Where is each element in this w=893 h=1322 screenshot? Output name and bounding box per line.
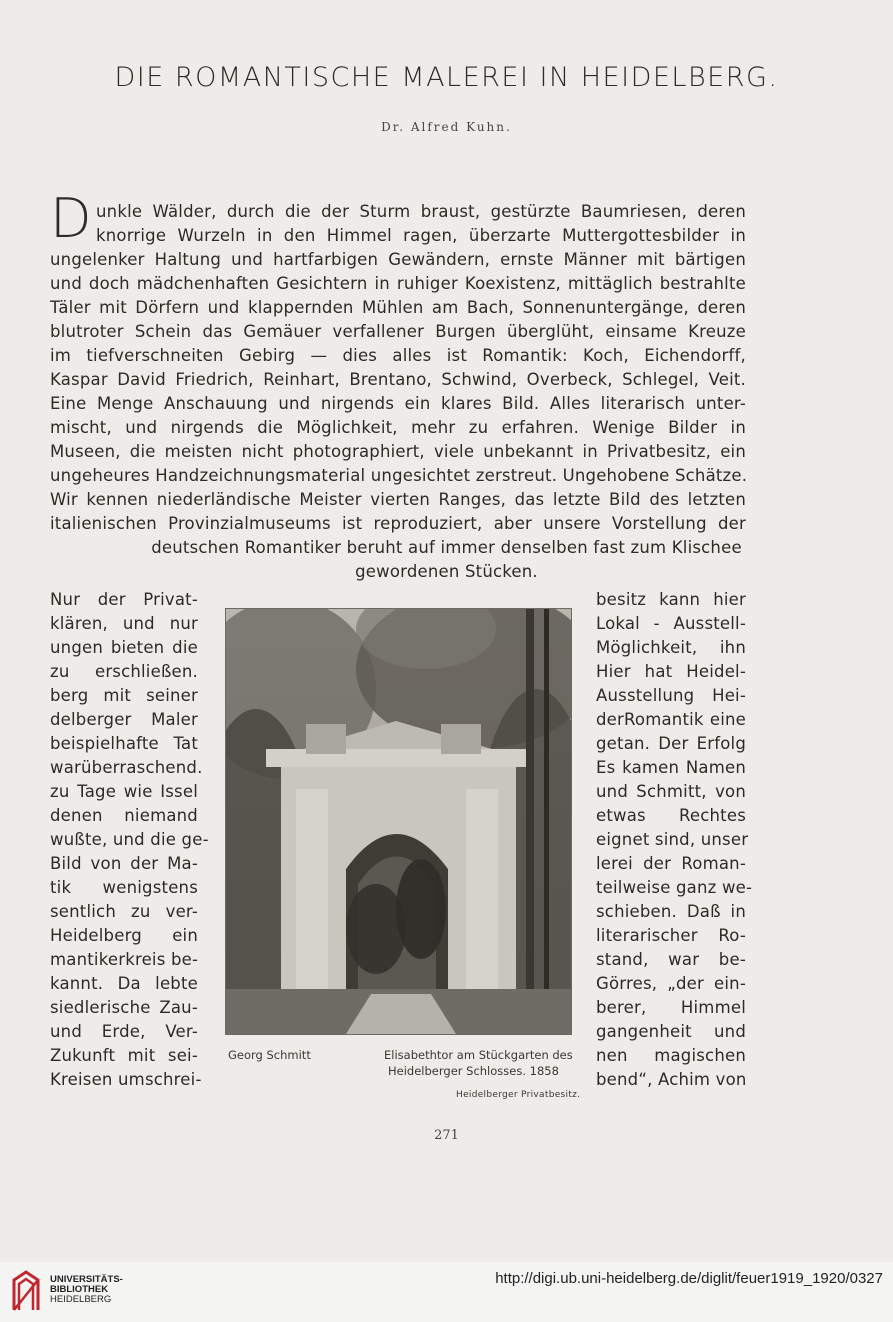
- column-line: beispielhafte Tat: [50, 734, 198, 753]
- column-line: eignet sind, unser: [596, 830, 749, 849]
- column-line: kannt. Da lebte: [50, 974, 198, 993]
- intro-line: italienischen Provinzialmuseums ist reproduziert, aber unsere Vorstellung der: [50, 514, 746, 533]
- library-name-line: BIBLIOTHEK: [50, 1284, 109, 1295]
- intro-line: Kaspar David Friedrich, Reinhart, Brentano, Schwind, Overbeck, Schlegel, Veit.: [50, 370, 746, 389]
- column-line: lerei der Roman-: [596, 854, 746, 873]
- intro-line: Museen, die meisten nicht photographiert, viele unbekannt in Privatbesitz, ein: [50, 442, 746, 461]
- column-line: Es kamen Namen: [596, 758, 746, 777]
- footer-bar: [0, 1262, 893, 1322]
- figure-ownership: Heidelberger Privatbesitz.: [456, 1090, 581, 1100]
- source-url-link[interactable]: http://digi.ub.uni-heidelberg.de/diglit/feuer1919_1920/0327: [495, 1270, 883, 1287]
- drop-cap: D: [50, 187, 92, 250]
- library-name-line: UNIVERSITÄTS-: [50, 1274, 123, 1285]
- column-line: klären, und nur: [50, 614, 198, 633]
- column-line: Heidelberg ein: [50, 926, 198, 945]
- column-line: Hier hat Heidel-: [596, 662, 746, 681]
- intro-line: im tiefverschneiten Gebirg — dies alles ist Romantik: Koch, Eichendorff,: [50, 346, 746, 365]
- column-line: berer, Himmel: [596, 998, 746, 1017]
- intro-line: Wir kennen niederländische Meister vierten Ranges, das letzte Bild des letzten: [50, 490, 746, 509]
- intro-line: ungelenker Haltung und hartfarbigen Gewändern, ernste Männer mit bärtigen: [50, 250, 746, 269]
- painting-reproduction: [225, 608, 572, 1035]
- column-line: Bild von der Ma-: [50, 854, 198, 873]
- column-line: delberger Maler: [50, 710, 198, 729]
- column-line: Ausstellung Hei-: [596, 686, 746, 705]
- column-line: warüberraschend.: [50, 758, 203, 777]
- column-line: Lokal - Ausstell-: [596, 614, 746, 633]
- intro-line: blutroter Schein das Gemäuer verfallener Burgen überglüht, einsame Kreuze: [50, 322, 746, 341]
- column-line: literarischer Ro-: [596, 926, 746, 945]
- article-author: Dr. Alfred Kuhn.: [381, 120, 512, 134]
- intro-line: und doch mädchenhaften Gesichtern in ruhiger Koexistenz, mittäglich bestrahlte: [50, 274, 746, 293]
- library-name-line: HEIDELBERG: [50, 1294, 112, 1305]
- column-line: mantikerkreis be-: [50, 950, 199, 969]
- column-line: und Erde, Ver-: [50, 1022, 198, 1041]
- column-line: Nur der Privat-: [50, 590, 198, 609]
- gate-illustration: [226, 609, 571, 1034]
- column-line: siedlerische Zau-: [50, 998, 198, 1017]
- column-line: schieben. Daß in: [596, 902, 746, 921]
- figure-caption-line2: Heidelberger Schlosses. 1858: [388, 1064, 559, 1078]
- intro-line-centered: gewordenen Stücken.: [355, 562, 538, 581]
- library-logo-icon: [8, 1266, 46, 1316]
- column-line: Görres, „der ein-: [596, 974, 746, 993]
- library-name: [50, 1275, 123, 1305]
- article-title: DIE ROMANTISCHE MALEREI IN HEIDELBERG.: [114, 62, 779, 93]
- column-line: tik wenigstens: [50, 878, 198, 897]
- figure-caption-line1: Elisabethtor am Stückgarten des: [384, 1048, 573, 1062]
- intro-line: mischt, und nirgends die Möglichkeit, mehr zu erfahren. Wenige Bilder in: [50, 418, 746, 437]
- intro-line: unkle Wälder, durch die der Sturm braust, gestürzte Baumriesen, deren: [96, 202, 746, 221]
- column-line: Möglichkeit, ihn: [596, 638, 746, 657]
- column-line: denen niemand: [50, 806, 198, 825]
- column-line: Kreisen umschrei-: [50, 1070, 202, 1089]
- column-line: stand, war be-: [596, 950, 746, 969]
- column-line: getan. Der Erfolg: [596, 734, 746, 753]
- column-line: etwas Rechtes: [596, 806, 746, 825]
- column-line: berg mit seiner: [50, 686, 198, 705]
- column-line: gangenheit und: [596, 1022, 746, 1041]
- intro-line: Täler mit Dörfern und klappernden Mühlen am Bach, Sonnenuntergänge, deren: [50, 298, 746, 317]
- figure-artist: Georg Schmitt: [228, 1048, 311, 1062]
- intro-line-centered: deutschen Romantiker beruht auf immer denselben fast zum Klischee: [151, 538, 742, 557]
- intro-line: knorrige Wurzeln in den Himmel ragen, überzarte Muttergottesbilder in: [96, 226, 746, 245]
- column-line: und Schmitt, von: [596, 782, 746, 801]
- column-line: ungen bieten die: [50, 638, 198, 657]
- column-line: Zukunft mit sei-: [50, 1046, 198, 1065]
- intro-line: ungeheures Handzeichnungsmaterial ungesichtet zerstreut. Ungehobene Schätze.: [50, 466, 748, 485]
- column-line: teilweise ganz we-: [596, 878, 753, 897]
- column-line: sentlich zu ver-: [50, 902, 198, 921]
- column-line: derRomantik eine: [596, 710, 746, 729]
- column-line: nen magischen: [596, 1046, 746, 1065]
- column-line: zu erschließen.: [50, 662, 198, 681]
- column-line: zu Tage wie Issel: [50, 782, 198, 801]
- column-line: besitz kann hier: [596, 590, 746, 609]
- page-number: 271: [434, 1128, 459, 1143]
- column-line: wußte, und die ge-: [50, 830, 209, 849]
- column-line: bend“, Achim von: [596, 1070, 747, 1089]
- intro-line: Eine Menge Anschauung und nirgends ein klares Bild. Alles literarisch unter-: [50, 394, 746, 413]
